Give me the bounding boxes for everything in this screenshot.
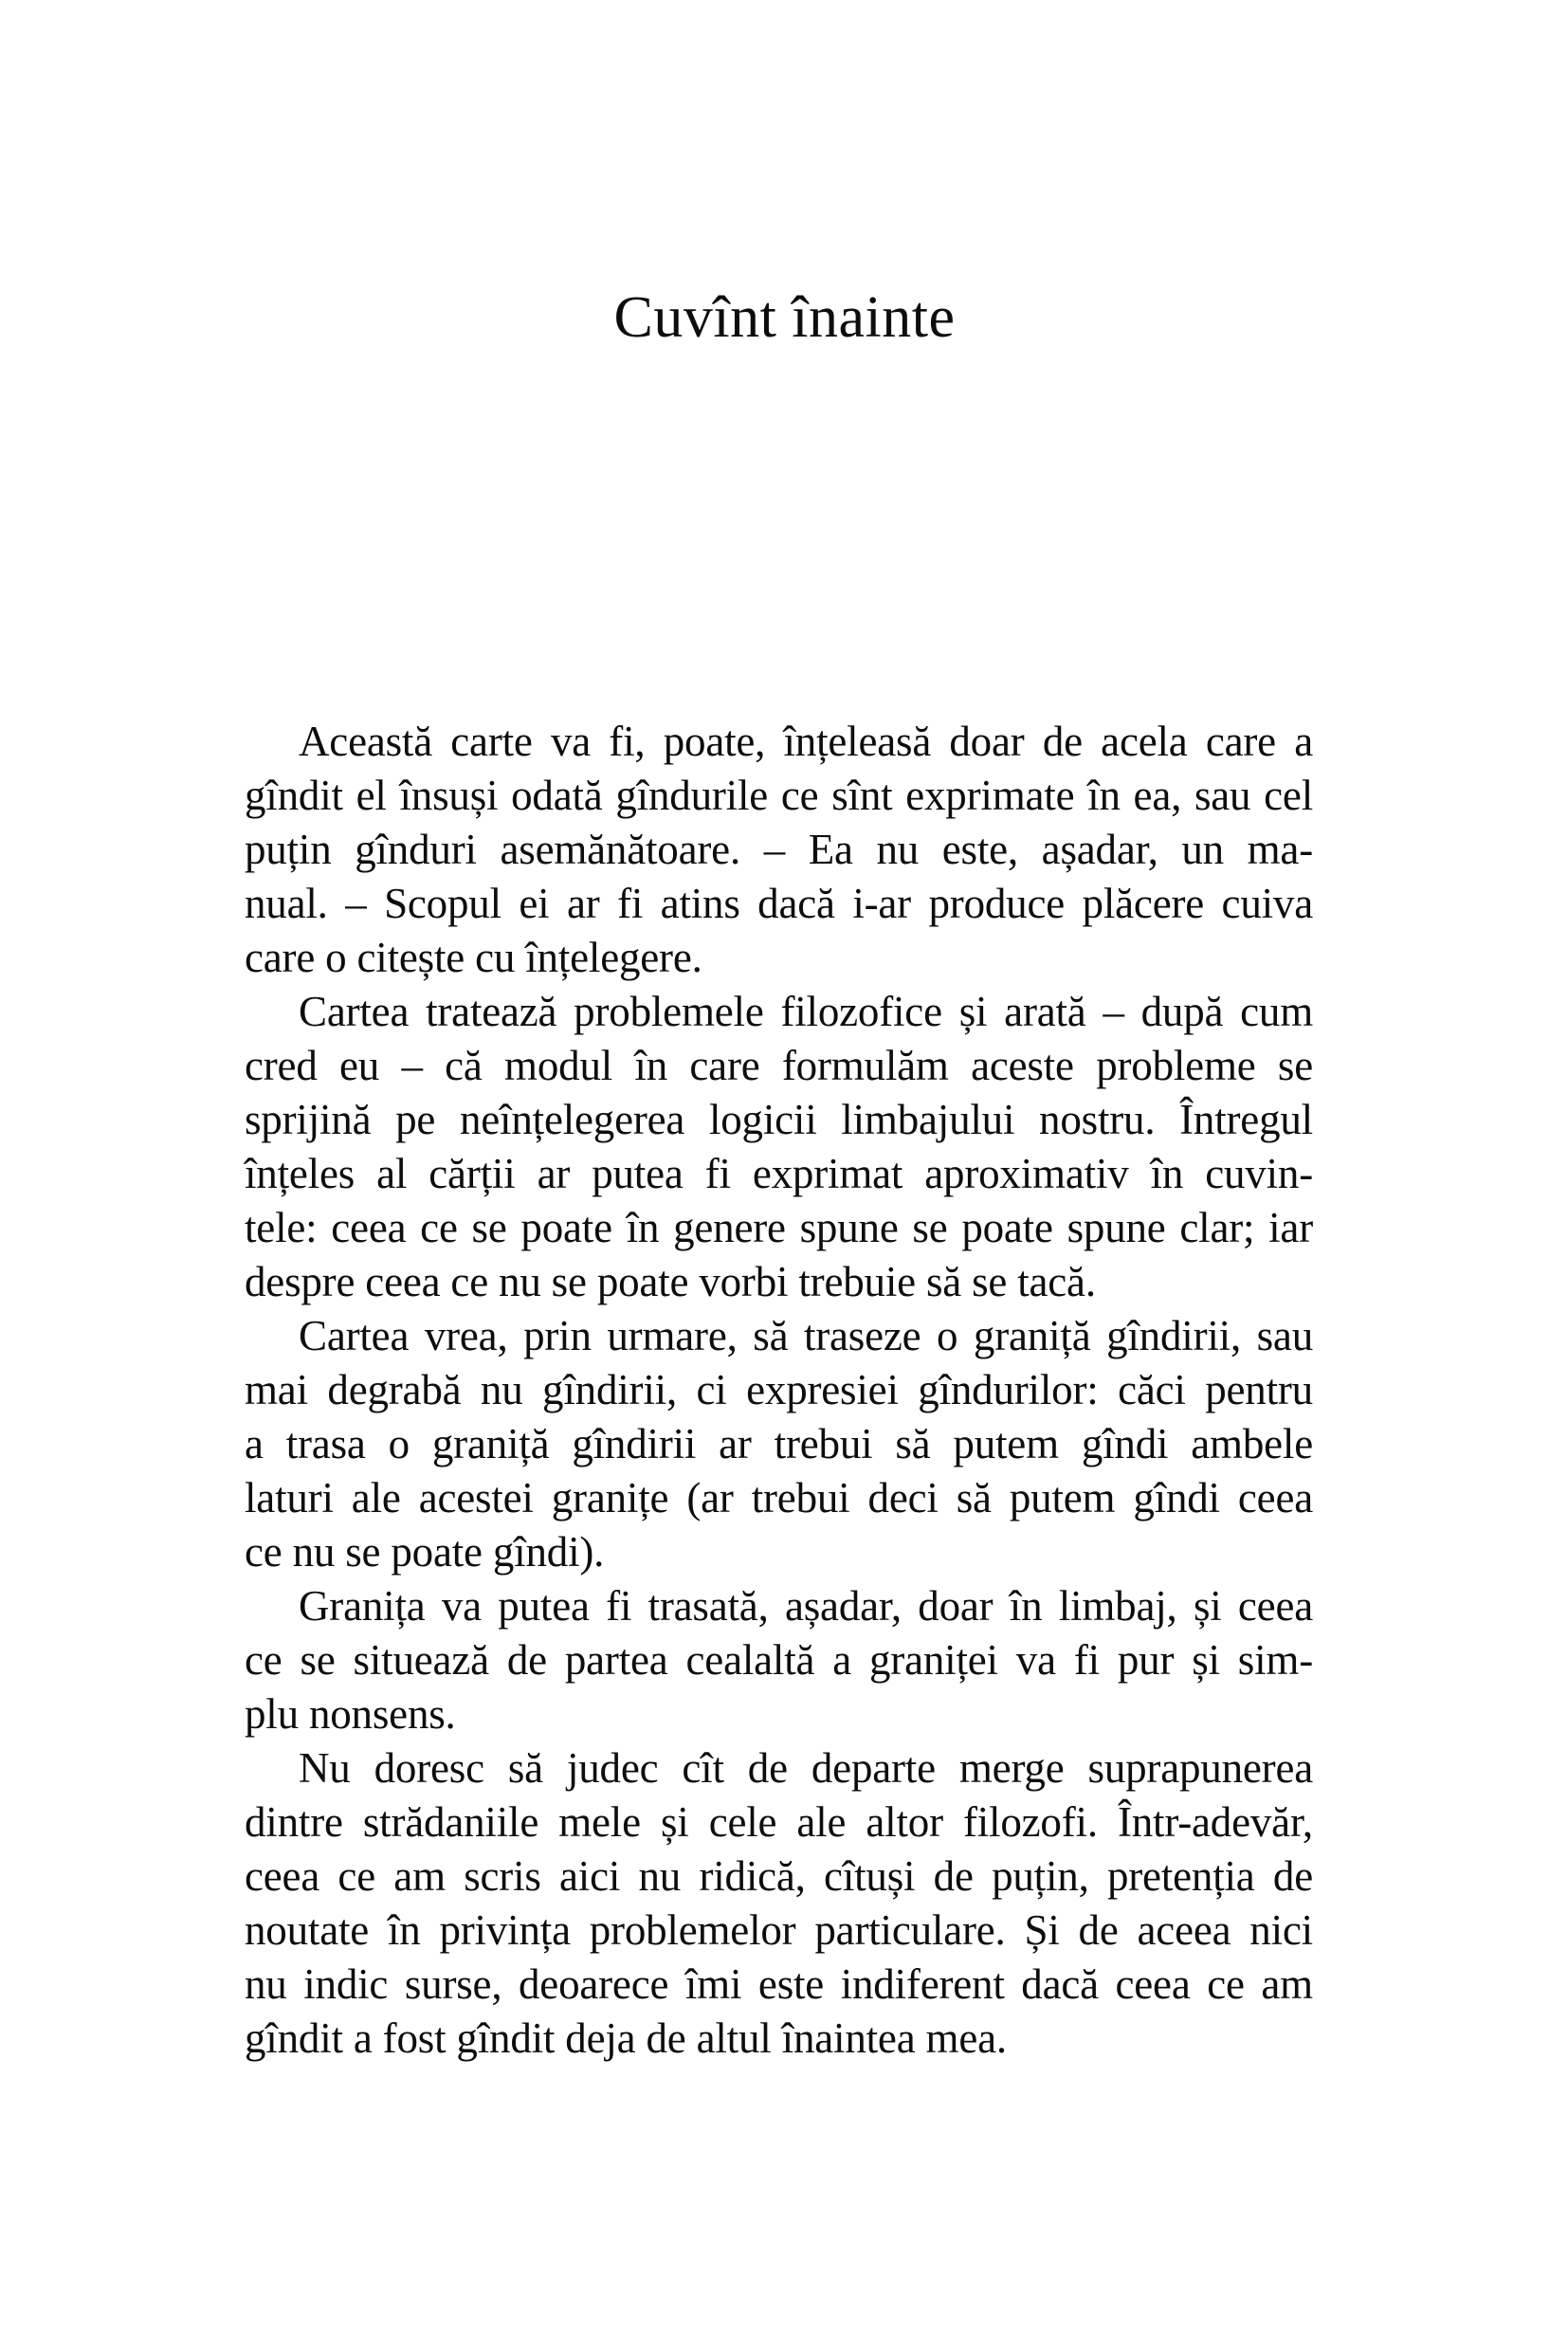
text-line: Această carte va fi, poate, înțeleasă doar de acela care a <box>299 718 1313 765</box>
text-line: nual. – Scopul ei ar fi atins dacă i-ar produce plăcere cuiva <box>245 880 1313 927</box>
text-line: gîndit a fost gîndit deja de altul înaintea mea. <box>245 2014 1007 2062</box>
text-line: cred eu – că modul în care formulăm aceste probleme se <box>245 1042 1313 1089</box>
text-line: tele: ceea ce se poate în genere spune se poate spune clar; iar <box>245 1204 1313 1251</box>
text-line: Granița va putea fi trasată, așadar, doar în limbaj, și ceea <box>299 1582 1313 1630</box>
text-line: Cartea vrea, prin urmare, să traseze o graniță gîndirii, sau <box>299 1312 1313 1359</box>
body-text <box>245 715 1313 2066</box>
text-line: plu nonsens. <box>245 1690 456 1738</box>
text-line: puțin gînduri asemănătoare. – Ea nu este, așadar, un ma- <box>245 826 1313 873</box>
text-line: înțeles al cărții ar putea fi exprimat aproximativ în cuvin- <box>245 1150 1313 1197</box>
text-line: Cartea tratează problemele filozofice și arată – după cum <box>299 988 1313 1035</box>
text-line: laturi ale acestei granițe (ar trebui deci să putem gîndi ceea <box>245 1474 1313 1522</box>
text-line: gîndit el însuși odată gîndurile ce sînt exprimate în ea, sau cel <box>245 772 1313 819</box>
text-line: despre ceea ce nu se poate vorbi trebuie să se tacă. <box>245 1258 1096 1305</box>
text-line: noutate în privința problemelor particulare. Și de aceea nici <box>245 1906 1313 1954</box>
text-line: ce se situează de partea cealaltă a graniței va fi pur și sim- <box>245 1636 1313 1684</box>
page-title: Cuvînt înainte <box>613 285 956 350</box>
text-line: nu indic surse, deoarece îmi este indiferent dacă ceea ce am <box>245 1960 1313 2008</box>
text-line: ceea ce am scris aici nu ridică, cîtuși de puțin, pretenția de <box>245 1852 1313 1900</box>
text-line: Nu doresc să judec cît de departe merge suprapunerea <box>299 1744 1313 1792</box>
text-line: mai degrabă nu gîndirii, ci expresiei gîndurilor: căci pentru <box>245 1366 1313 1413</box>
text-line: ce nu se poate gîndi). <box>245 1528 605 1576</box>
text-line: a trasa o graniță gîndirii ar trebui să putem gîndi ambele <box>245 1420 1313 1467</box>
text-line: sprijină pe neînțelegerea logicii limbajului nostru. Întregul <box>245 1096 1313 1143</box>
text-line: care o citește cu înțelegere. <box>245 934 702 981</box>
text-line: dintre strădaniile mele și cele ale altor filozofi. Într-adevăr, <box>245 1798 1313 1846</box>
